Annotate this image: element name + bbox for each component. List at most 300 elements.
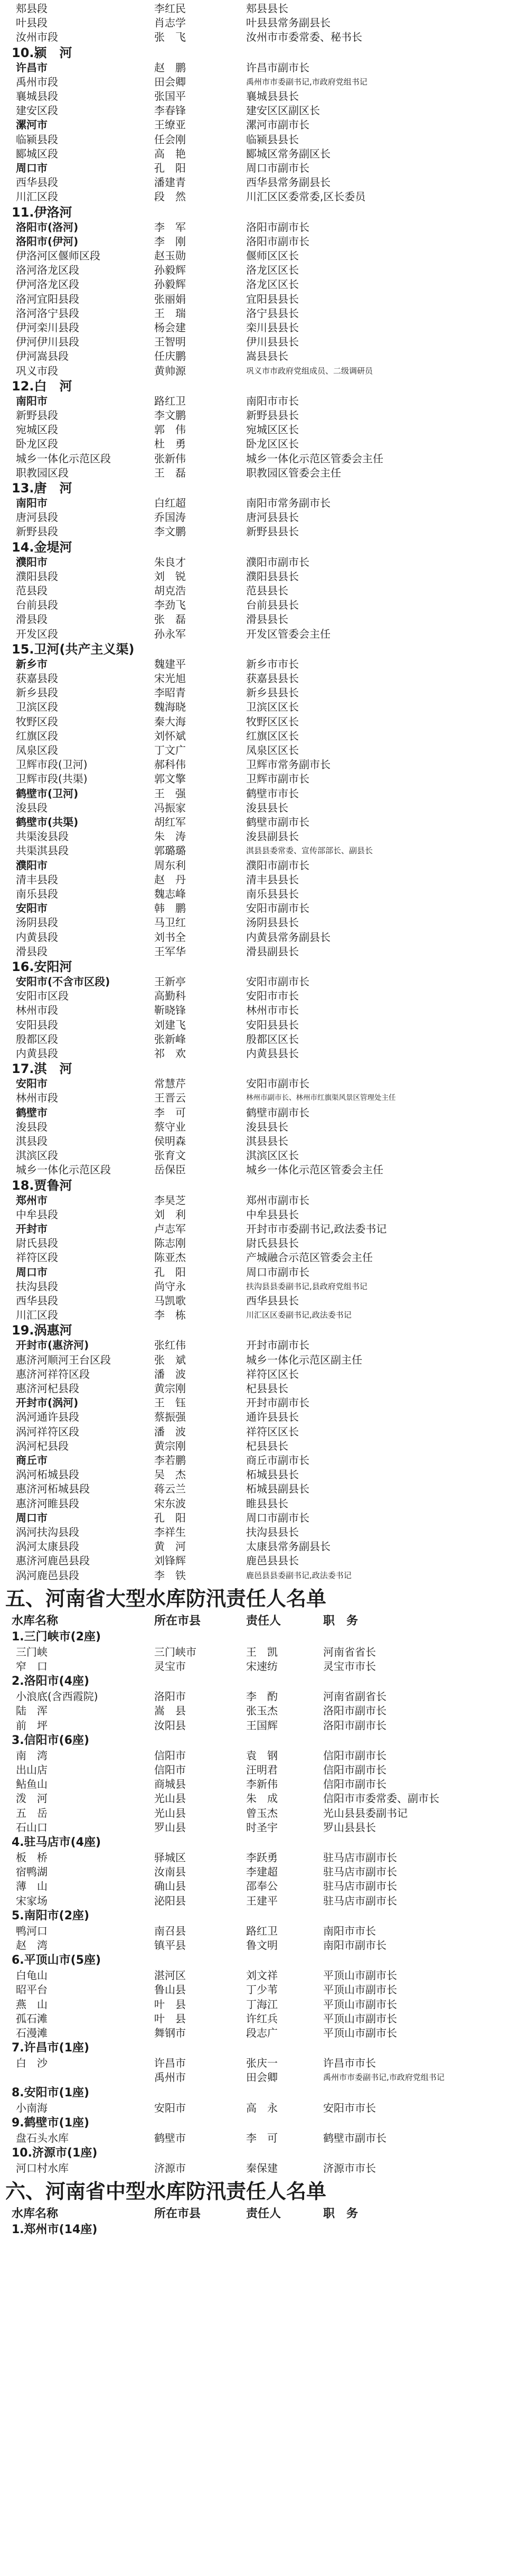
section-name: 涡河扶沟县段 xyxy=(16,1526,79,1538)
person-name: 卢志军 xyxy=(154,1222,186,1235)
table-row xyxy=(0,772,528,785)
position-title: 开封市副市长 xyxy=(246,1339,309,1352)
section-name: 唐河县段 xyxy=(16,511,58,524)
person-name: 李跃勇 xyxy=(246,1851,278,1864)
table-row xyxy=(0,278,528,291)
table-row xyxy=(0,945,528,958)
table-row xyxy=(0,744,528,757)
location: 洛阳市 xyxy=(154,1690,186,1703)
section-name: 淇县段 xyxy=(16,1135,48,1147)
person-name: 李 铁 xyxy=(154,1569,186,1582)
person-name: 田会卿 xyxy=(246,2071,278,2084)
person-name: 周东利 xyxy=(154,858,186,872)
table-row xyxy=(0,1354,528,1366)
position-title: 台前县县长 xyxy=(246,599,299,612)
position-title: 郾城区常务副区长 xyxy=(246,147,331,160)
section-name: 惠济河鹿邑县段 xyxy=(16,1554,90,1567)
col-location: 所在市县 xyxy=(154,2207,201,2221)
section-name: 郏县段 xyxy=(16,2,48,15)
position-title: 西华县县长 xyxy=(246,1294,299,1307)
river-heading: 14.金堤河 xyxy=(12,539,72,555)
col-position: 职 务 xyxy=(323,1614,359,1628)
position-title: 浚县县长 xyxy=(246,801,288,814)
table-row xyxy=(0,76,528,88)
person-name: 黄 河 xyxy=(154,1540,186,1553)
person-name: 丁海江 xyxy=(246,1998,278,2011)
section-name: 许昌市 xyxy=(16,61,48,74)
position-title: 城乡一体化示范区管委会主任 xyxy=(246,452,383,465)
position-title: 平顶山市副市长 xyxy=(323,2012,397,2025)
section-name: 濮阳县段 xyxy=(16,570,58,583)
table-row xyxy=(0,1749,528,1762)
section-name: 叶县段 xyxy=(16,16,48,30)
col-position: 职 务 xyxy=(323,2207,359,2221)
section-name: 滑县段 xyxy=(16,613,48,626)
person-name: 王缭亚 xyxy=(154,118,186,132)
section-name: 惠济河祥符区段 xyxy=(16,1367,90,1380)
person-name: 汪明君 xyxy=(246,1763,278,1776)
table-row xyxy=(0,1983,528,1996)
position-title: 汤阴县县长 xyxy=(246,916,299,929)
person-name: 时圣宇 xyxy=(246,1821,278,1834)
river-heading: 12.白 河 xyxy=(12,378,72,394)
person-name: 潘建青 xyxy=(154,176,186,189)
table-row xyxy=(0,902,528,914)
table-row xyxy=(0,1237,528,1249)
person-name: 王智明 xyxy=(154,335,186,349)
position-title: 河南省省长 xyxy=(323,1645,376,1658)
reservoir-name: 南 湾 xyxy=(16,1749,48,1762)
location: 灵宝市 xyxy=(154,1660,186,1673)
region-subheading: 10.济源市(1座) xyxy=(12,2146,98,2160)
table-row xyxy=(0,221,528,234)
person-name: 白红超 xyxy=(154,497,186,509)
position-title: 南乐县县长 xyxy=(246,888,299,900)
position-title: 南阳市常务副市长 xyxy=(246,497,331,509)
section-name: 殷都区段 xyxy=(16,1032,58,1046)
table-row xyxy=(0,1194,528,1207)
person-name: 孔 阳 xyxy=(154,1511,186,1524)
section-name: 惠济河杞县段 xyxy=(16,1382,79,1395)
position-title: 洛阳市副市长 xyxy=(323,1719,386,1732)
table-row xyxy=(0,104,528,117)
section-name: 牧野区段 xyxy=(16,715,58,728)
position-title: 安阳市市长 xyxy=(323,2101,376,2114)
position-title: 滑县副县长 xyxy=(246,945,299,958)
section-name: 林州市段 xyxy=(16,1004,58,1017)
position-title: 新野县县长 xyxy=(246,409,299,422)
person-name: 张玉杰 xyxy=(246,1704,278,1718)
person-name: 邵奉公 xyxy=(246,1880,278,1893)
reservoir-name: 出山店 xyxy=(16,1763,48,1776)
table-row xyxy=(0,570,528,583)
table-row xyxy=(0,118,528,131)
person-name: 路红卫 xyxy=(154,394,186,407)
person-name: 宋速纺 xyxy=(246,1660,278,1673)
section-name: 建安区段 xyxy=(16,104,58,117)
table-row xyxy=(0,1121,528,1133)
position-title: 偃师区区长 xyxy=(246,249,299,262)
table-row xyxy=(0,2071,528,2084)
location: 许昌市 xyxy=(154,2057,186,2070)
position-title: 南阳市副市长 xyxy=(323,1939,386,1952)
person-name: 魏海晓 xyxy=(154,701,186,714)
column-header-row xyxy=(0,1614,528,1629)
person-name: 李昭青 xyxy=(154,686,186,699)
table-row xyxy=(0,816,528,828)
position-title: 漯河市副市长 xyxy=(246,118,309,132)
table-row xyxy=(0,1091,528,1104)
section-name: 惠济河柘城县段 xyxy=(16,1482,90,1496)
region-subheading: 9.鹤壁市(1座) xyxy=(12,2116,90,2130)
position-title: 柘城县副县长 xyxy=(246,1482,309,1496)
person-name: 张 磊 xyxy=(154,613,186,626)
location: 光山县 xyxy=(154,1806,186,1819)
person-name: 朱 涛 xyxy=(154,830,186,843)
position-title: 临颍县县长 xyxy=(246,133,299,146)
table-row xyxy=(0,2132,528,2144)
col-person: 责任人 xyxy=(246,2207,281,2221)
section-name: 襄城县段 xyxy=(16,90,58,102)
person-name: 马卫红 xyxy=(154,916,186,929)
person-name: 祁 欢 xyxy=(154,1047,186,1060)
person-name: 袁 钢 xyxy=(246,1749,278,1762)
position-title: 南阳市市长 xyxy=(323,1924,376,1937)
position-title: 叶县县常务副县长 xyxy=(246,16,331,30)
person-name: 李 栋 xyxy=(154,1309,186,1322)
section-name: 临颍县段 xyxy=(16,133,58,146)
position-title: 洛阳市副市长 xyxy=(323,1704,386,1718)
position-title: 平顶山市副市长 xyxy=(323,2027,397,2039)
section-name: 新野县段 xyxy=(16,409,58,422)
position-title: 新乡县县长 xyxy=(246,686,299,699)
section-name: 林州市段 xyxy=(16,1091,58,1105)
reservoir-name: 白龟山 xyxy=(16,1969,48,1982)
table-row xyxy=(0,1004,528,1016)
person-name: 侯明森 xyxy=(154,1135,186,1147)
table-row xyxy=(0,1569,528,1582)
table-row xyxy=(0,613,528,626)
person-name: 李祥生 xyxy=(154,1526,186,1538)
position-title: 许昌市市长 xyxy=(323,2057,376,2070)
position-title: 平顶山市副市长 xyxy=(323,1998,397,2011)
section-name: 洛河宜阳县段 xyxy=(16,292,79,305)
river-heading: 10.颍 河 xyxy=(12,45,72,60)
location: 确山县 xyxy=(154,1880,186,1893)
person-name: 郭璐璐 xyxy=(154,844,186,857)
table-row xyxy=(0,599,528,611)
table-row xyxy=(0,1339,528,1351)
section-name: 开封市(涡河) xyxy=(16,1396,79,1410)
position-title: 鹿邑县县委副书记,政法委书记 xyxy=(246,1570,352,1580)
table-row xyxy=(0,1807,528,1819)
person-name: 宋光旭 xyxy=(154,672,186,685)
table-row xyxy=(0,365,528,377)
person-name: 常慧芹 xyxy=(154,1077,186,1090)
table-row xyxy=(0,2102,528,2114)
person-name: 段 然 xyxy=(154,190,186,203)
position-title: 淇县县长 xyxy=(246,1135,288,1147)
section-name: 中牟县段 xyxy=(16,1208,58,1221)
table-row xyxy=(0,1497,528,1510)
table-row xyxy=(0,990,528,1002)
river-heading: 16.安阳河 xyxy=(12,959,72,974)
section-name: 南乐县段 xyxy=(16,888,58,900)
position-title: 柘城县县长 xyxy=(246,1468,299,1481)
position-title: 杞县县长 xyxy=(246,1382,288,1395)
section-name: 安阳市 xyxy=(16,1077,48,1090)
table-row xyxy=(0,525,528,538)
reservoir-name: 孤石滩 xyxy=(16,2012,48,2025)
position-title: 濮阳市副市长 xyxy=(246,555,309,568)
section-name: 职教园区段 xyxy=(16,466,69,479)
person-name: 田会卿 xyxy=(154,75,186,88)
person-name: 孙毅辉 xyxy=(154,264,186,277)
person-name: 李新伟 xyxy=(246,1778,278,1791)
river-heading: 11.伊洛河 xyxy=(12,204,72,220)
person-name: 刘书全 xyxy=(154,930,186,944)
region-subheading: 2.洛阳市(4座) xyxy=(12,1675,90,1688)
table-row xyxy=(0,1778,528,1790)
location: 信阳市 xyxy=(154,1763,186,1776)
position-title: 南阳市市长 xyxy=(246,394,299,407)
position-title: 安阳市副市长 xyxy=(246,902,309,915)
table-row xyxy=(0,1704,528,1717)
person-name: 张庆一 xyxy=(246,2057,278,2070)
table-row xyxy=(0,1939,528,1952)
table-row xyxy=(0,859,528,872)
table-row xyxy=(0,395,528,407)
person-name: 韩 鹏 xyxy=(154,902,186,915)
col-reservoir: 水库名称 xyxy=(12,1614,59,1628)
table-row xyxy=(0,2,528,15)
person-name: 李文鹏 xyxy=(154,525,186,538)
table-row xyxy=(0,190,528,203)
reservoir-name: 盘石头水库 xyxy=(16,2131,69,2144)
person-name: 郭文擎 xyxy=(154,772,186,786)
position-title: 淇县县委常委、宣传部部长、副县长 xyxy=(246,846,373,856)
reservoir-name: 小南海 xyxy=(16,2101,48,2114)
section-name: 台前县段 xyxy=(16,599,58,612)
region-subheading: 7.许昌市(1座) xyxy=(12,2041,90,2055)
position-title: 扶沟县县长 xyxy=(246,1526,299,1538)
position-title: 清丰县县长 xyxy=(246,873,299,886)
table-row xyxy=(0,1019,528,1031)
reservoir-name: 板 桥 xyxy=(16,1851,48,1864)
person-name: 陈亚杰 xyxy=(154,1251,186,1264)
position-title: 川汇区区委副书记,政法委书记 xyxy=(246,1310,352,1320)
position-title: 红旗区区长 xyxy=(246,729,299,742)
person-name: 孙毅辉 xyxy=(154,278,186,291)
section-title: 五、河南省大型水库防汛责任人名单 xyxy=(5,1586,327,1610)
table-row xyxy=(0,350,528,362)
position-title: 鹤壁市副市长 xyxy=(323,2131,386,2144)
section-name: 内黄县段 xyxy=(16,930,58,944)
section-name: 浚县段 xyxy=(16,801,48,814)
person-name: 刘文祥 xyxy=(246,1969,278,1982)
location: 湛河区 xyxy=(154,1969,186,1982)
position-title: 禹州市市委副书记,市政府党组书记 xyxy=(323,2073,445,2083)
table-row xyxy=(0,264,528,276)
position-title: 许昌市副市长 xyxy=(246,61,309,74)
person-name: 朱良才 xyxy=(154,555,186,568)
position-title: 洛龙区区长 xyxy=(246,278,299,291)
person-name: 刘锋辉 xyxy=(154,1554,186,1567)
section-name: 涡河通许县段 xyxy=(16,1411,79,1424)
table-row xyxy=(0,307,528,320)
position-title: 栾川县县长 xyxy=(246,321,299,334)
position-title: 淇滨区区长 xyxy=(246,1149,299,1162)
section-name: 涡河太康县段 xyxy=(16,1540,79,1553)
position-title: 襄城县县长 xyxy=(246,90,299,102)
person-name: 秦保建 xyxy=(246,2162,278,2174)
table-row xyxy=(0,844,528,857)
location: 嵩 县 xyxy=(154,1704,186,1718)
position-title: 平顶山市副市长 xyxy=(323,1983,397,1996)
region-subheading: 1.三门峡市(2座) xyxy=(12,1630,101,1644)
section-name: 濮阳市 xyxy=(16,555,48,568)
reservoir-name: 宿鸭湖 xyxy=(16,1865,48,1879)
table-row xyxy=(0,1865,528,1878)
section-name: 汝州市段 xyxy=(16,31,58,44)
person-name: 黄帅源 xyxy=(154,364,186,377)
table-row xyxy=(0,873,528,886)
person-name: 王国辉 xyxy=(246,1719,278,1732)
person-name: 朱 成 xyxy=(246,1792,278,1805)
position-title: 鹿邑县县长 xyxy=(246,1554,299,1567)
section-name: 淇滨区段 xyxy=(16,1149,58,1162)
table-row xyxy=(0,2027,528,2039)
table-row xyxy=(0,2012,528,2025)
section-name: 南阳市 xyxy=(16,497,48,509)
reservoir-name: 鸭河口 xyxy=(16,1924,48,1937)
section-name: 内黄县段 xyxy=(16,1047,58,1060)
position-title: 卫辉市常务副市长 xyxy=(246,758,331,771)
section-name: 涡河祥符区段 xyxy=(16,1425,79,1438)
reservoir-name: 昭平台 xyxy=(16,1983,48,1996)
position-title: 牧野区区长 xyxy=(246,715,299,728)
person-name: 高 永 xyxy=(246,2101,278,2114)
position-title: 西华县常务副县长 xyxy=(246,176,331,189)
location: 南召县 xyxy=(154,1924,186,1937)
person-name: 王新亭 xyxy=(154,975,186,988)
section-name: 伊河嵩县段 xyxy=(16,350,69,363)
position-title: 周口市副市长 xyxy=(246,162,309,174)
table-row xyxy=(0,321,528,334)
person-name: 王 磊 xyxy=(154,466,186,479)
person-name: 王 凯 xyxy=(246,1645,278,1658)
table-row xyxy=(0,686,528,699)
table-row xyxy=(0,1998,528,2011)
position-title: 杞县县长 xyxy=(246,1439,288,1452)
person-name: 张国平 xyxy=(154,90,186,102)
table-row xyxy=(0,1280,528,1293)
position-title: 信阳市市委常委、副市长 xyxy=(323,1792,439,1805)
river-heading: 19.涡惠河 xyxy=(12,1323,72,1338)
section-name: 清丰县段 xyxy=(16,873,58,886)
position-title: 宛城区区长 xyxy=(246,423,299,436)
person-name: 孔 阳 xyxy=(154,162,186,174)
position-title: 郏县县长 xyxy=(246,2,288,15)
table-row xyxy=(0,90,528,102)
section-name: 周口市 xyxy=(16,1265,48,1278)
table-row xyxy=(0,1382,528,1395)
table-row xyxy=(0,1660,528,1673)
section-name: 获嘉县段 xyxy=(16,672,58,685)
section-name: 惠济河睢县段 xyxy=(16,1497,79,1510)
section-name: 涡河鹿邑县段 xyxy=(16,1569,79,1582)
location: 济源市 xyxy=(154,2162,186,2174)
location: 商城县 xyxy=(154,1778,186,1791)
person-name: 魏建平 xyxy=(154,657,186,670)
person-name: 李 军 xyxy=(154,220,186,234)
person-name: 黄宗刚 xyxy=(154,1382,186,1395)
person-name: 李红民 xyxy=(154,2,186,15)
table-row xyxy=(0,1033,528,1046)
location: 鹤壁市 xyxy=(154,2131,186,2144)
table-row xyxy=(0,1894,528,1907)
section-name: 洛河洛龙区段 xyxy=(16,264,79,277)
position-title: 汝州市市委常委、秘书长 xyxy=(246,31,362,44)
person-name: 魏志峰 xyxy=(154,888,186,900)
position-title: 新野县县长 xyxy=(246,525,299,538)
position-title: 浚县县长 xyxy=(246,1120,288,1133)
position-title: 内黄县县长 xyxy=(246,1047,299,1060)
table-row xyxy=(0,1135,528,1147)
section-name: 周口市 xyxy=(16,1511,48,1524)
person-name: 靳晓锋 xyxy=(154,1004,186,1017)
location: 三门峡市 xyxy=(154,1645,196,1658)
position-title: 鹤壁市副市长 xyxy=(246,1106,309,1119)
person-name: 王晋云 xyxy=(154,1091,186,1105)
table-row xyxy=(0,1163,528,1176)
region-subheading: 1.郑州市(14座) xyxy=(12,2223,98,2237)
reservoir-name: 陆 浑 xyxy=(16,1704,48,1718)
person-name: 秦大海 xyxy=(154,715,186,728)
table-row xyxy=(0,249,528,262)
position-title: 濮阳市副市长 xyxy=(246,858,309,872)
person-name: 许红兵 xyxy=(246,2012,278,2025)
reservoir-name: 白 沙 xyxy=(16,2057,48,2070)
table-row xyxy=(0,1396,528,1409)
section-name: 禹州市段 xyxy=(16,75,58,88)
location: 罗山县 xyxy=(154,1821,186,1834)
person-name: 王 强 xyxy=(154,787,186,800)
section-name: 涡河柘城县段 xyxy=(16,1468,79,1481)
position-title: 周口市副市长 xyxy=(246,1265,309,1278)
section-name: 商丘市 xyxy=(16,1454,48,1467)
position-title: 浚县副县长 xyxy=(246,830,299,843)
region-subheading: 3.信阳市(6座) xyxy=(12,1733,90,1747)
table-row xyxy=(0,452,528,465)
position-title: 产城融合示范区管委会主任 xyxy=(246,1251,373,1264)
person-name: 杜 勇 xyxy=(154,437,186,451)
position-title: 安阳市市长 xyxy=(246,990,299,1003)
reservoir-name: 窄 口 xyxy=(16,1660,48,1673)
section-name: 川汇区段 xyxy=(16,190,58,203)
position-title: 河南省副省长 xyxy=(323,1690,386,1703)
section-name: 尉氏县段 xyxy=(16,1237,58,1250)
table-row xyxy=(0,235,528,248)
table-row xyxy=(0,1540,528,1553)
location: 光山县 xyxy=(154,1792,186,1805)
position-title: 安阳市副市长 xyxy=(246,1077,309,1090)
section-name: 卫滨区段 xyxy=(16,701,58,714)
section-title: 六、河南省中型水库防汛责任人名单 xyxy=(5,2180,327,2204)
position-title: 光山县县委副书记 xyxy=(323,1806,408,1819)
table-row xyxy=(0,2162,528,2174)
section-name: 城乡一体化示范区段 xyxy=(16,1163,111,1177)
